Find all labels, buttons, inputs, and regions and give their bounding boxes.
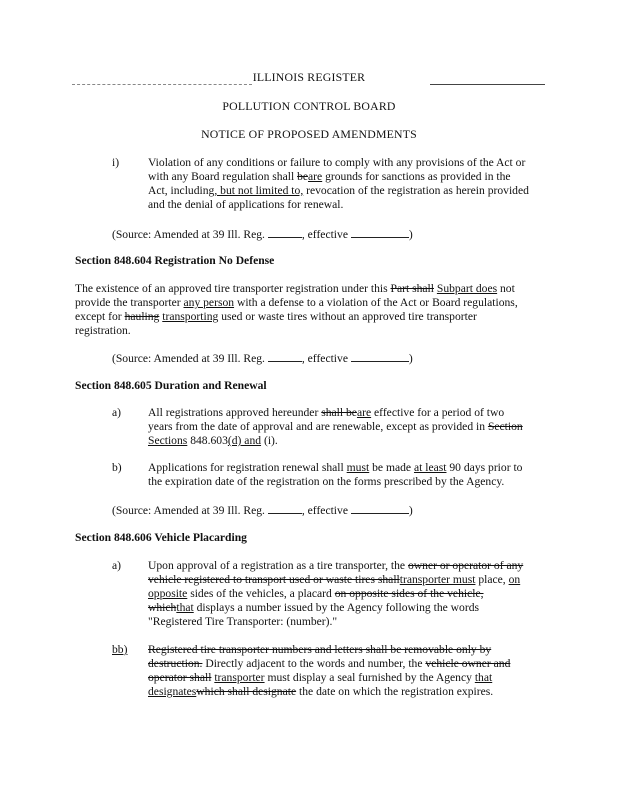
strike-text: Section	[487, 420, 523, 433]
insert-text: transporter	[214, 671, 265, 684]
sec606-b-line-1	[148, 643, 491, 657]
sec605-a-line-3: Sections 848.603(d) and (i).	[148, 434, 278, 447]
insert-text: at least	[413, 461, 447, 474]
insert-text: (d) and	[227, 434, 262, 447]
register-title: ILLINOIS REGISTER	[252, 70, 366, 84]
item-i-line-1: Violation of any conditions or failure to comply with any provisions of the Act or	[148, 156, 526, 169]
insert-text: transporter must	[399, 573, 476, 586]
insert-text: transporting	[162, 310, 219, 323]
source-note-2: (Source: Amended at 39 Ill. Reg. , effective )	[112, 352, 413, 365]
sec606-b-marker: bb)	[112, 643, 128, 656]
notice-title: NOTICE OF PROPOSED AMENDMENTS	[201, 127, 417, 141]
sec604-line-1: The existence of an approved tire transporter registration under this Part shall Subpart does not	[75, 282, 515, 295]
insert-text: on	[508, 573, 521, 586]
item-i-line-2: with any Board regulation shall beare grounds for sanctions as provided in the	[148, 170, 511, 183]
sec605-b-line-2: the expiration date of the registration on the forms prescribed by the Agency.	[148, 475, 505, 488]
sec605-a-line-1: All registrations approved hereunder shall beare effective for a period of two	[148, 406, 505, 419]
sec604-line-2: provide the transporter any person with a defense to a violation of the Act or Board regulations,	[75, 296, 518, 309]
sec606-a-line-2: vehicle registered to transport used or waste tires shalltransporter must place, on	[148, 573, 521, 586]
insert-text: , but not limited to,	[214, 184, 304, 197]
section-604-heading: Section 848.604 Registration No Defense	[75, 254, 275, 267]
sec605-a-marker: a)	[112, 406, 122, 419]
section-605-heading: Section 848.605 Duration and Renewal	[75, 379, 267, 392]
strike-text: hauling	[124, 310, 160, 323]
sec604-line-4: registration.	[75, 324, 131, 337]
strike-text: owner or operator of any	[407, 559, 524, 572]
insert-text: that	[474, 671, 493, 684]
sec606-a-marker: a)	[112, 559, 122, 572]
sec606-a-line-5: "Registered Tire Transporter: (number)."	[148, 615, 338, 628]
strike-text: shall be	[321, 406, 357, 419]
insert-text: are	[356, 406, 372, 419]
strike-text: which shall designate	[196, 685, 297, 698]
strike-text: vehicle registered to transport used or waste tires shall	[148, 573, 400, 586]
item-i-marker: i)	[112, 156, 120, 169]
source-note-1: (Source: Amended at 39 Ill. Reg. , effective )	[112, 228, 413, 241]
source-note-3: (Source: Amended at 39 Ill. Reg. , effective )	[112, 504, 413, 517]
strike-text: operator shall	[148, 671, 212, 684]
sec606-a-line-4: whichthat displays a number issued by the Agency following the words	[148, 601, 480, 614]
sec605-b-marker: b)	[112, 461, 122, 474]
sec606-b-line-4: designateswhich shall designate the date on which the registration expires.	[148, 685, 494, 698]
sec606-a-line-1: Upon approval of a registration as a tire transporter, the owner or operator of any	[148, 559, 524, 572]
sec606-a-line-3: opposite sides of the vehicles, a placard on opposite sides of the vehicle,	[148, 587, 484, 600]
insert-text: are	[308, 170, 323, 183]
insert-text: Subpart does	[436, 282, 498, 295]
insert-text: opposite	[148, 587, 188, 600]
insert-text: designates	[148, 685, 197, 698]
sec605-b-line-1: Applications for registration renewal shall must be made at least 90 days prior to	[148, 461, 523, 474]
sec606-b-line-3: operator shall transporter must display a seal furnished by the Agency that	[148, 671, 493, 684]
strike-text: Part shall	[390, 282, 434, 295]
insert-text: Sections	[148, 434, 188, 447]
insert-text: must	[346, 461, 370, 474]
sec605-a-line-2: years from the date of approval and are renewable, except as provided in Section	[148, 420, 523, 433]
board-title: POLLUTION CONTROL BOARD	[222, 99, 396, 113]
section-606-heading: Section 848.606 Vehicle Placarding	[75, 531, 247, 544]
strike-text: on opposite sides of the vehicle,	[334, 587, 484, 600]
strike-text: be	[297, 170, 309, 183]
insert-text: that	[176, 601, 194, 614]
item-i-line-3: Act, including, but not limited to, revocation of the registration as herein provided	[148, 184, 529, 197]
insert-text: any person	[183, 296, 235, 309]
strike-text: Registered tire transporter numbers and letters shall be removable only by	[148, 643, 492, 656]
strike-text: vehicle owner and	[425, 657, 511, 670]
item-i-line-4: and the denial of applications for renewal.	[148, 198, 344, 211]
sec606-b-line-2: destruction. Directly adjacent to the words and number, the vehicle owner and	[148, 657, 511, 670]
sec604-line-3: except for hauling transporting used or waste tires without an approved tire transporter	[75, 310, 477, 323]
strike-text: destruction.	[148, 657, 203, 670]
strike-text: which	[148, 601, 177, 614]
